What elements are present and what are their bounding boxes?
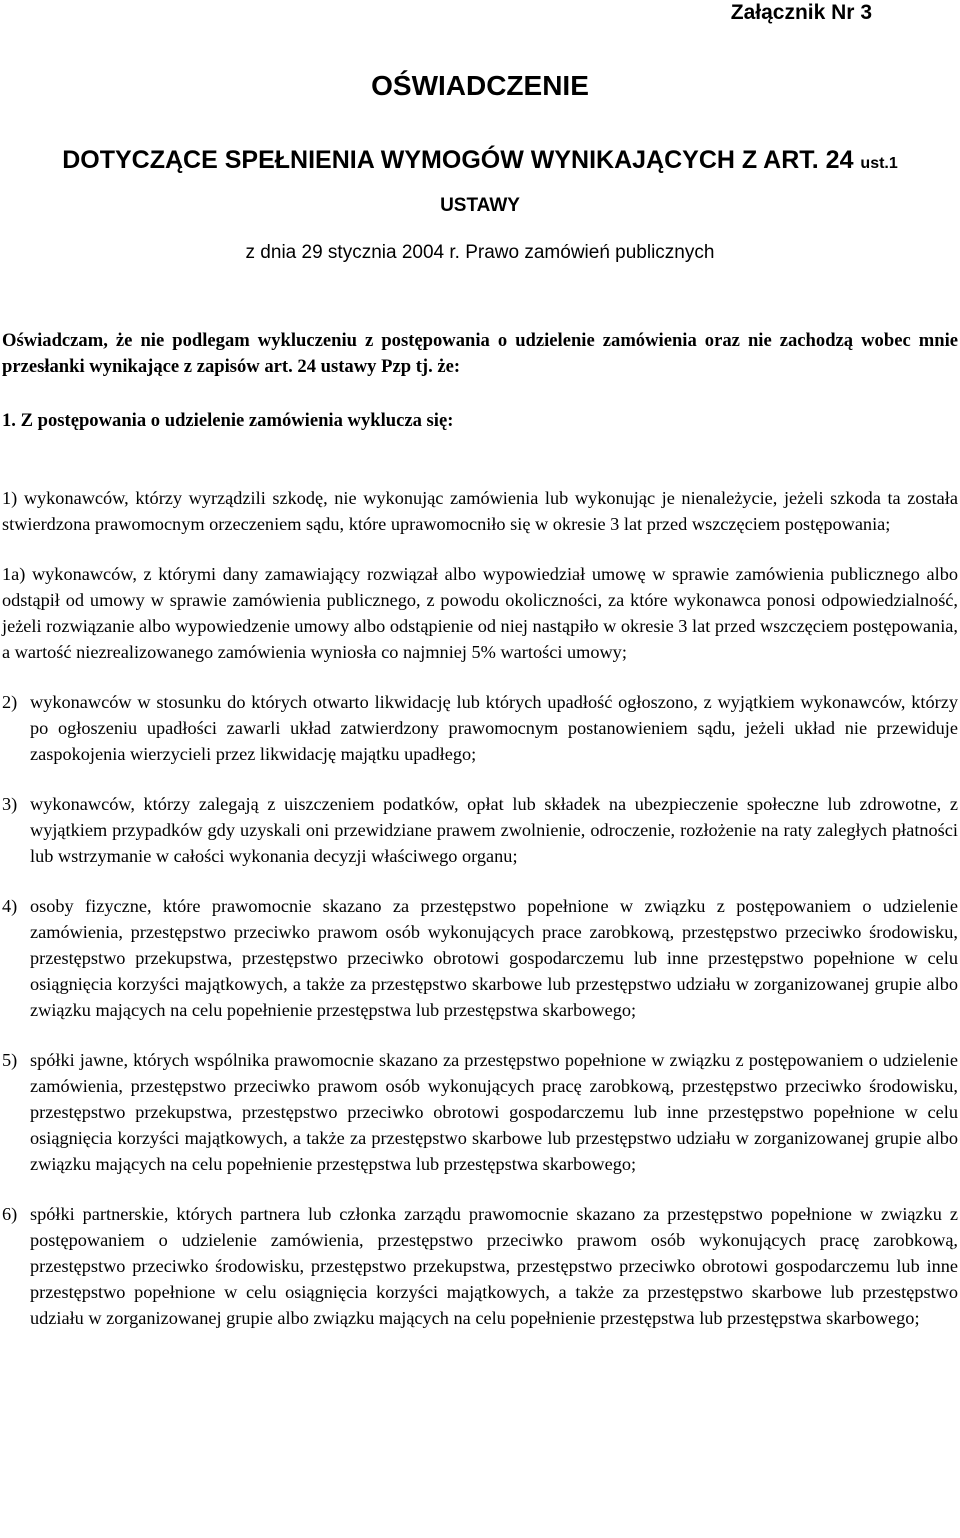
item-number: 4) bbox=[2, 896, 18, 916]
item-text: spółki partnerskie, których partnera lub członka zarządu prawomocnie skazano za przestępstwo popełnione w związku z postępowaniem o udzielenie zamówienia, przestępstwo przeciwko prawom osób wykonujących pracę zarobkową, przestępstwo przeciwko środowisku, przestępstwo przekupstwa, przestępstwo przeciwko obrotowi gospodarczemu lub inne przestępstwo popełnione w celu osiągnięcia korzyści majątkowych, a także za przestępstwo skarbowe lub przestępstwo udziału w zorganizowanej grupie albo związku mających na celu popełnienie przestępstwa lub przestępstwa skarbowego; bbox=[30, 1204, 958, 1328]
declaration-intro: Oświadczam, że nie podlegam wykluczeniu z postępowania o udzielenie zamówienia oraz nie zachodzą wobec mnie przesłanki wynikające z zapisów art. 24 ustawy Pzp tj. że: bbox=[2, 330, 958, 377]
item-number: 1a) bbox=[2, 564, 26, 584]
item-number: 6) bbox=[2, 1204, 18, 1224]
item-text: wykonawców, którzy wyrządzili szkodę, nie wykonując zamówienia lub wykonując je nienależycie, jeżeli szkoda ta została stwierdzona prawomocnym orzeczeniem sądu, które uprawomocniło się w okresie 3 lat przed wszczęciem postępowania; bbox=[2, 488, 958, 534]
page-title: OŚWIADCZENIE bbox=[371, 70, 589, 101]
section-heading: 1. Z postępowania o udzielenie zamówienia wyklucza się: bbox=[2, 410, 454, 431]
list-item bbox=[2, 485, 958, 537]
list-item bbox=[2, 1201, 958, 1331]
item-text: wykonawców, którzy zalegają z uiszczeniem podatków, opłat lub składek na ubezpieczenie społeczne lub zdrowotne, z wyjątkiem przypadków gdy uzyskali oni przewidziane prawem zwolnienie, odroczenie, rozłożenie na raty zaległych płatności lub wstrzymanie w całości wykonania decyzji właściwego organu; bbox=[30, 794, 958, 866]
list-item bbox=[2, 791, 958, 869]
law-heading: USTAWY bbox=[440, 195, 520, 216]
document-subtitle bbox=[0, 145, 960, 179]
item-number: 1) bbox=[2, 488, 18, 508]
item-number: 2) bbox=[2, 692, 18, 712]
annex-label: Załącznik Nr 3 bbox=[730, 1, 872, 24]
item-text: spółki jawne, których wspólnika prawomocnie skazano za przestępstwo popełnione w związku z postępowaniem o udzielenie zamówienia, przestępstwo przeciwko prawom osób wykonujących pracę zarobkową, przestępstwo przeciwko środowisku, przestępstwo przekupstwa, przestępstwo przeciwko obrotowi gospodarczemu lub inne przestępstwo popełnione w celu osiągnięcia korzyści majątkowych, a także za przestępstwo skarbowe lub przestępstwo udziału w zorganizowanej grupie albo związku mających na celu popełnienie przestępstwa lub przestępstwa skarbowego; bbox=[30, 1050, 958, 1174]
item-text: wykonawców w stosunku do których otwarto likwidację lub których upadłość ogłoszono, z wyjątkiem wykonawców, którzy po ogłoszeniu upadłości zawarli układ zatwierdzony prawomocnym postanowieniem sądu, jeżeli układ nie przewiduje zaspokojenia wierzycieli przez likwidację majątku upadłego; bbox=[30, 692, 958, 764]
subtitle-small: ust.1 bbox=[860, 155, 898, 172]
exclusion-list bbox=[2, 485, 958, 1355]
list-item bbox=[2, 689, 958, 767]
list-item bbox=[2, 561, 958, 665]
list-item bbox=[2, 893, 958, 1023]
item-number: 3) bbox=[2, 794, 18, 814]
subtitle-main: DOTYCZĄCE SPEŁNIENIA WYMOGÓW WYNIKAJĄCYCH Z ART. 24 bbox=[62, 146, 861, 174]
item-text: osoby fizyczne, które prawomocnie skazano za przestępstwo popełnione w związku z postępowaniem o udzielenie zamówienia, przestępstwo przeciwko prawom osób wykonujących prace zarobkową, przestępstwo przeciwko środowisku, przestępstwo przekupstwa, przestępstwo przeciwko obrotowi gospodarczemu lub inne przestępstwo popełnione w celu osiągnięcia korzyści majątkowych, a także za przestępstwo skarbowe lub przestępstwo udziału w zorganizowanej grupie albo związku mających na celu popełnienie przestępstwa lub przestępstwa skarbowego; bbox=[30, 896, 958, 1020]
list-item bbox=[2, 1047, 958, 1177]
item-text: wykonawców, z którymi dany zamawiający rozwiązał albo wypowiedział umowę w sprawie zamówienia publicznego albo odstąpił od umowy w sprawie zamówienia publicznego, z powodu okoliczności, za które wykonawca ponosi odpowiedzialność, jeżeli rozwiązanie albo wypowiedzenie umowy albo odstąpienie od niej nastąpiło w okresie 3 lat przed wszczęciem postępowania, a wartość niezrealizowanego zamówienia wyniosła co najmniej 5% wartości umowy; bbox=[2, 564, 958, 662]
law-date: z dnia 29 stycznia 2004 r. Prawo zamówień publicznych bbox=[245, 242, 715, 263]
item-number: 5) bbox=[2, 1050, 18, 1070]
